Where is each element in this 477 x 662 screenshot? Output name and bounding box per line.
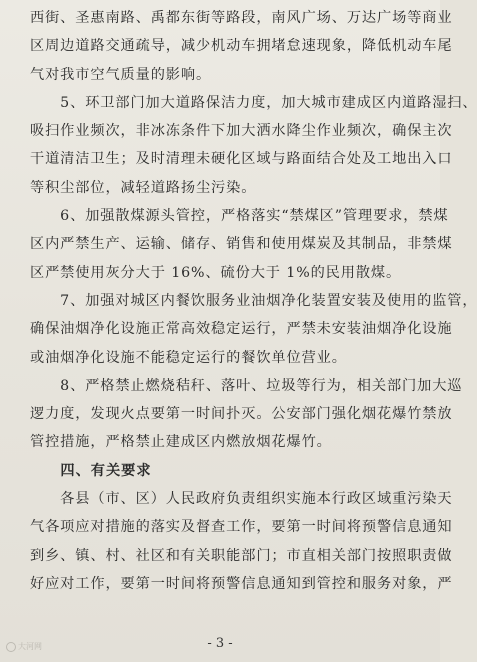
watermark-text: 大河网 bbox=[18, 642, 42, 651]
text-line: 区严禁使用灰分大于 16%、硫份大于 1%的民用散煤。 bbox=[30, 264, 402, 281]
text-line: 气对我市空气质量的影响。 bbox=[30, 66, 212, 83]
text-line: 好应对工作，要第一时间将预警信息通知到管控和服务对象，严 bbox=[30, 575, 453, 592]
text-line: 6、加强散煤源头管控，严格落实“禁煤区”管理要求，禁煤 bbox=[30, 208, 449, 225]
text-line: 区周边道路交通疏导，减少机动车拥堵怠速现象，降低机动车尾 bbox=[30, 38, 453, 55]
text-line: 等积尘部位，减轻道路扬尘污染。 bbox=[30, 179, 257, 196]
text-line: 或油烟净化设施不能稳定运行的餐饮单位营业。 bbox=[30, 349, 347, 366]
text-line: 8、严格禁止燃烧秸秆、落叶、垃圾等行为，相关部门加大巡 bbox=[30, 377, 463, 394]
body-text bbox=[30, 4, 477, 598]
text-line: 7、加强对城区内餐饮服务业油烟净化装置安装及使用的监管， bbox=[30, 292, 477, 309]
text-line: 5、环卫部门加大道路保洁力度，加大城市建成区内道路湿扫、 bbox=[30, 94, 477, 111]
text-line: 确保油烟净化设施正常高效稳定运行，严禁未安装油烟净化设施 bbox=[30, 321, 453, 338]
text-line: 管控措施，严格禁止建成区内燃放烟花爆竹。 bbox=[30, 434, 332, 451]
text-line: 到乡、镇、村、社区和有关职能部门；市直相关部门按照职责做 bbox=[30, 547, 453, 564]
text-line: 吸扫作业频次，非冰冻条件下加大洒水降尘作业频次，确保主次 bbox=[30, 123, 453, 140]
text-line: 各县（市、区）人民政府负责组织实施本行政区域重污染天 bbox=[30, 491, 453, 508]
page-number: - 3 - bbox=[207, 636, 233, 651]
text-line: 气各项应对措施的落实及督查工作，要第一时间将预警信息通知 bbox=[30, 519, 453, 536]
text-line: 区内严禁生产、运输、储存、销售和使用煤炭及其制品，非禁煤 bbox=[30, 236, 453, 253]
text-line: 逻力度，发现火点要第一时间扑灭。公安部门强化烟花爆竹禁放 bbox=[30, 406, 453, 423]
text-line: 干道清洁卫生；及时清理未硬化区域与路面结合处及工地出入口 bbox=[30, 151, 453, 168]
section-heading: 四、有关要求 bbox=[30, 462, 152, 479]
text-line: 西街、圣惠南路、禹都东街等路段，南风广场、万达广场等商业 bbox=[30, 10, 453, 26]
